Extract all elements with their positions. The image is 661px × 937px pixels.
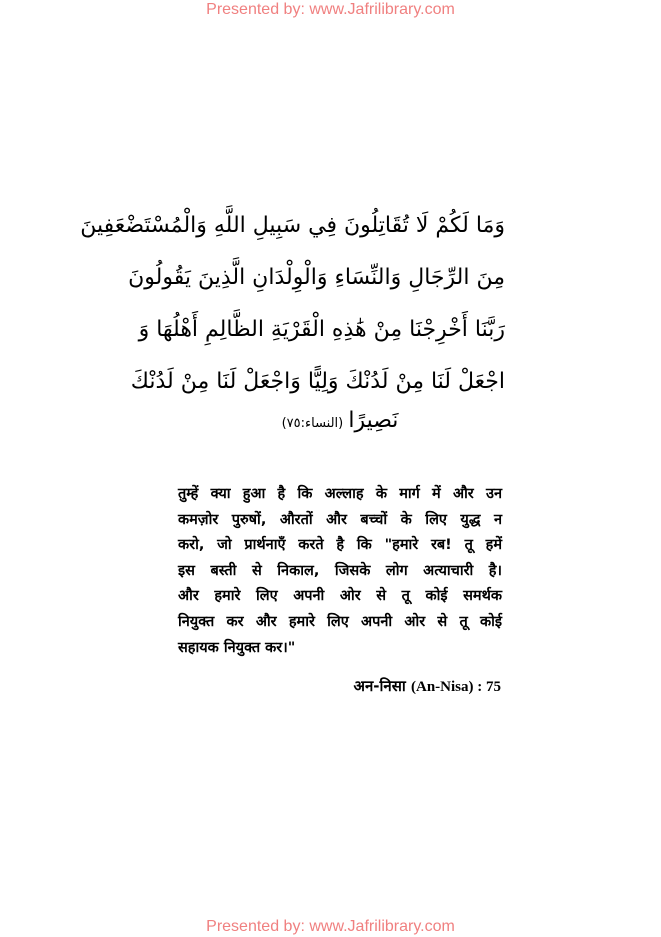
arabic-verse-reference: (النساء:٧٥): [281, 416, 344, 431]
watermark-top: Presented by: www.Jafrilibrary.com: [206, 1, 455, 18]
arabic-line-4: اجْعَلْ لَنَا مِنْ لَدُنْكَ وَلِيًّا وَاجْعَلْ لَنَا مِنْ لَدُنْكَ: [130, 369, 505, 394]
citation-surah-hindi: अन-निसा: [353, 677, 406, 695]
translation-line: सहायक नियुक्त कर।": [178, 639, 296, 656]
citation-surah-latin: (An-Nisa) : 75: [411, 679, 501, 695]
verse-citation: [354, 676, 501, 696]
translation-line: तुम्हें क्या हुआ है कि अल्लाह के मार्ग में और उन: [178, 486, 502, 502]
arabic-line-2: مِنَ الرِّجَالِ وَالنِّسَاءِ وَالْوِلْدَانِ الَّذِينَ يَقُولُونَ: [128, 265, 505, 290]
arabic-final-line: [175, 408, 505, 433]
translation-line: कमज़ोर पुरुषों, औरतों और बच्चों के लिए युद्ध न: [178, 511, 502, 528]
translation-line: नियुक्त कर और हमारे लिए अपनी ओर से तू कोई: [178, 613, 502, 630]
arabic-line-3: رَبَّنَا أَخْرِجْنَا مِنْ هَٰذِهِ الْقَرْيَةِ الظَّالِمِ أَهْلُهَا وَ: [138, 317, 505, 342]
translation-line: इस बस्ती से निकाल, जिसके लोग अत्याचारी है।: [178, 562, 502, 579]
arabic-line-1: وَمَا لَكُمْ لَا تُقَاتِلُونَ فِي سَبِيلِ اللَّهِ وَالْمُسْتَضْعَفِينَ: [80, 213, 505, 238]
translation-line: करो, जो प्रार्थनाएँ करते है कि "हमारे रब! तू हमें: [178, 537, 502, 554]
translation-line: और हमारे लिए अपनी ओर से तू कोई समर्थक: [178, 588, 502, 605]
arabic-last-word: نَصِيرًا: [348, 408, 399, 433]
hindi-translation: [178, 482, 502, 661]
arabic-verse: [80, 200, 505, 408]
watermark-bottom: Presented by: www.Jafrilibrary.com: [206, 918, 455, 935]
